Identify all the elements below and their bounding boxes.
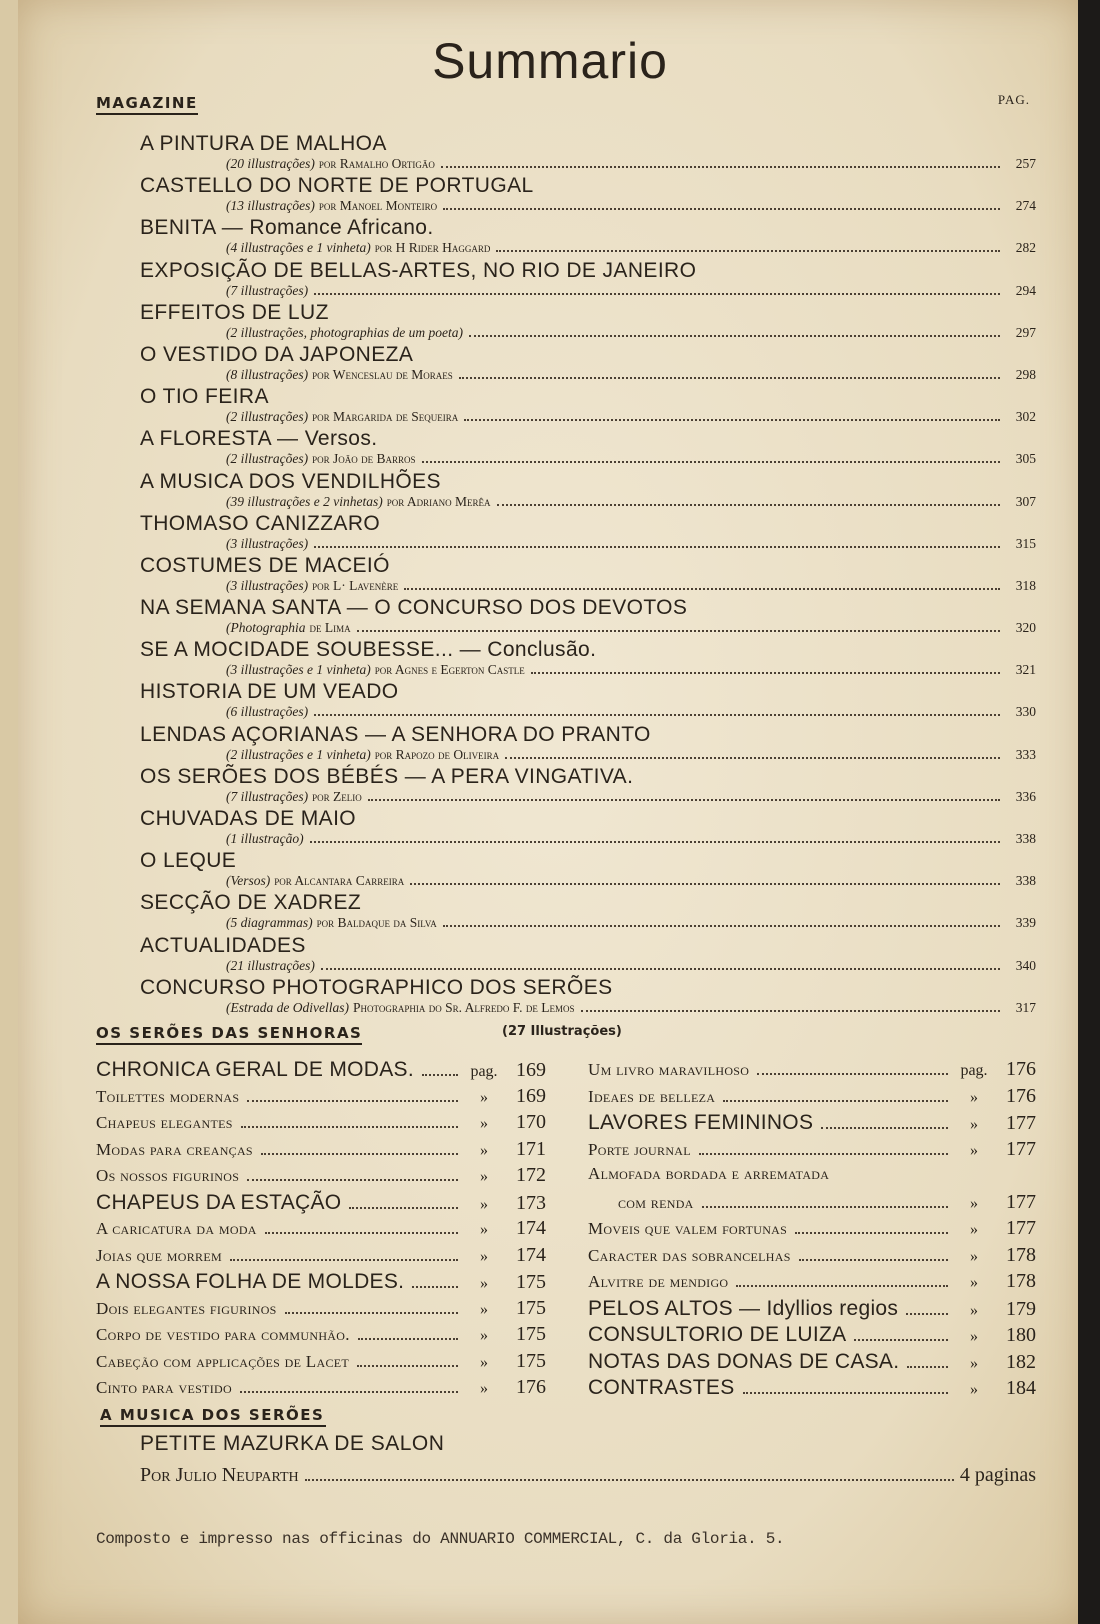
entry-title: LENDAS AÇORIANAS — A SENHORA DO PRANTO bbox=[140, 722, 651, 746]
senhoras-item bbox=[588, 1350, 1036, 1377]
entry-title: O LEQUE bbox=[140, 849, 237, 873]
musica-row bbox=[140, 1464, 1036, 1487]
dot-leader bbox=[357, 1365, 458, 1367]
magazine-heading: MAGAZINE bbox=[96, 94, 198, 115]
dot-leader bbox=[743, 1392, 948, 1394]
musica-heading: A MUSICA DOS SERÕES bbox=[100, 1406, 326, 1427]
entry-credit bbox=[140, 283, 1036, 299]
entry-author: por Agnes e Egerton Castle bbox=[374, 662, 525, 678]
item-page: 176 bbox=[1006, 1058, 1036, 1080]
senhoras-item bbox=[96, 1270, 546, 1297]
entry-credit bbox=[140, 831, 1036, 847]
entry-credit bbox=[140, 747, 1036, 763]
item-label: Almofada bordada e arrematada bbox=[588, 1164, 830, 1183]
entry-illustrations: (7 illustrações) bbox=[226, 282, 309, 298]
dot-leader bbox=[821, 1127, 948, 1129]
dot-leader bbox=[531, 672, 1000, 674]
entry-illustrations: (13 illustrações) bbox=[226, 198, 315, 214]
senhoras-item bbox=[588, 1270, 1036, 1297]
item-label: Joias que morrem bbox=[96, 1245, 222, 1265]
item-mark: » bbox=[480, 1353, 488, 1371]
item-page: 170 bbox=[516, 1111, 546, 1133]
pag-label: PAG. bbox=[997, 92, 1030, 107]
dot-leader bbox=[906, 1313, 948, 1315]
dot-leader bbox=[247, 1179, 458, 1181]
entry-credit bbox=[140, 789, 1036, 805]
page-title: Summario bbox=[432, 33, 668, 89]
entry-illustrations: (5 diagrammas) bbox=[226, 915, 313, 931]
item-page: 174 bbox=[516, 1217, 546, 1239]
entry-credit bbox=[140, 578, 1036, 594]
entry-credit bbox=[140, 325, 1036, 341]
dot-leader bbox=[497, 504, 1001, 506]
entry-credit bbox=[140, 536, 1036, 552]
entry-credit bbox=[140, 451, 1036, 467]
entry-page: 338 bbox=[1015, 831, 1036, 846]
senhoras-note: (27 Illustrações) bbox=[502, 1024, 622, 1039]
dot-leader bbox=[410, 883, 1000, 885]
item-mark: » bbox=[480, 1275, 488, 1292]
item-mark: » bbox=[970, 1381, 978, 1398]
item-label: CONTRASTES bbox=[588, 1376, 735, 1399]
item-label: Caracter das sobrancelhas bbox=[588, 1245, 791, 1265]
dot-leader bbox=[723, 1100, 948, 1102]
senhoras-right-column bbox=[588, 1058, 1036, 1403]
dot-leader bbox=[581, 1010, 1000, 1012]
entry-illustrations: (21 illustrações) bbox=[226, 957, 315, 973]
entry-illustrations: (6 illustrações) bbox=[226, 704, 309, 720]
senhoras-item bbox=[588, 1323, 1036, 1350]
item-label: Cabeção com applicações de Lacet bbox=[96, 1351, 350, 1371]
entry-author: por Baldaque da Silva bbox=[316, 915, 437, 931]
item-page: 175 bbox=[516, 1349, 546, 1372]
entry-title: BENITA — Romance Africano. bbox=[140, 216, 434, 240]
item-page: 177 bbox=[1006, 1112, 1036, 1134]
entry-author: por Manoel Monteiro bbox=[318, 198, 438, 214]
musica-title: PETITE MAZURKA DE SALON bbox=[140, 1432, 445, 1455]
item-mark: » bbox=[480, 1221, 488, 1238]
item-page: 175 bbox=[516, 1323, 546, 1345]
entry-page: 336 bbox=[1015, 788, 1036, 804]
entry-author: por H Rider Haggard bbox=[374, 240, 491, 256]
item-mark: » bbox=[970, 1274, 978, 1291]
entry-page: 305 bbox=[1015, 451, 1036, 467]
senhoras-item bbox=[588, 1376, 1036, 1403]
entry-title: HISTORIA DE UM VEADO bbox=[140, 680, 399, 704]
entry-title: A FLORESTA — Versos. bbox=[140, 427, 378, 451]
item-page: 179 bbox=[1006, 1297, 1036, 1320]
item-page: 177 bbox=[1006, 1217, 1036, 1239]
item-page: 178 bbox=[1006, 1270, 1036, 1292]
entry-page: 320 bbox=[1015, 620, 1036, 636]
toc-entry bbox=[140, 680, 1036, 722]
entry-illustrations: (7 illustrações) bbox=[226, 788, 309, 804]
entry-page: 274 bbox=[1015, 198, 1036, 214]
entry-illustrations: (3 illustrações) bbox=[226, 535, 309, 551]
entry-illustrations: (1 illustração) bbox=[226, 831, 304, 846]
item-mark: » bbox=[970, 1221, 978, 1238]
entry-credit bbox=[140, 494, 1036, 510]
item-page: 182 bbox=[1006, 1350, 1036, 1373]
item-label: Um livro maravilhoso bbox=[588, 1060, 750, 1079]
entry-title: NA SEMANA SANTA — O CONCURSO DOS DEVOTOS bbox=[140, 596, 688, 620]
entry-author: por Zelio bbox=[312, 788, 362, 804]
toc-entry bbox=[140, 343, 1036, 385]
entry-title: O VESTIDO DA JAPONEZA bbox=[140, 342, 414, 366]
entry-author: por Rapozo de Oliveira bbox=[374, 746, 500, 762]
item-mark: » bbox=[480, 1168, 488, 1185]
dot-leader bbox=[368, 799, 1000, 801]
entry-page: 321 bbox=[1015, 662, 1036, 678]
dot-leader bbox=[314, 546, 1000, 548]
toc-entry bbox=[140, 723, 1036, 765]
entry-author: por Alcantara Carreira bbox=[274, 873, 405, 889]
item-page: 172 bbox=[516, 1164, 546, 1186]
dot-leader bbox=[358, 1338, 458, 1340]
entry-page: 297 bbox=[1015, 324, 1036, 340]
entry-illustrations: (20 illustrações) bbox=[226, 156, 315, 171]
dot-leader bbox=[699, 1153, 948, 1155]
entry-author: de Lima bbox=[309, 620, 351, 636]
item-mark: » bbox=[970, 1301, 978, 1319]
entry-credit bbox=[140, 409, 1036, 425]
entry-title: COSTUMES DE MACEIÓ bbox=[140, 553, 390, 577]
item-label: CONSULTORIO DE LUIZA bbox=[588, 1323, 847, 1346]
dot-leader bbox=[443, 925, 1000, 927]
senhoras-item bbox=[96, 1191, 546, 1218]
senhoras-item bbox=[96, 1085, 546, 1112]
senhoras-item bbox=[588, 1297, 1036, 1324]
senhoras-item bbox=[96, 1376, 546, 1403]
senhoras-item bbox=[96, 1138, 546, 1165]
item-page: 169 bbox=[516, 1084, 546, 1107]
entry-credit bbox=[140, 240, 1036, 256]
entry-author: por Wenceslau de Moraes bbox=[312, 366, 453, 382]
dot-leader bbox=[305, 1479, 954, 1481]
item-label: Toilettes modernas bbox=[96, 1086, 240, 1106]
toc-entry bbox=[140, 216, 1036, 258]
item-mark: » bbox=[480, 1088, 488, 1106]
item-page: 184 bbox=[1006, 1377, 1036, 1399]
item-page: 174 bbox=[516, 1243, 546, 1266]
senhoras-left-column bbox=[96, 1058, 546, 1403]
entry-page: 294 bbox=[1015, 282, 1036, 298]
dot-leader bbox=[736, 1285, 948, 1287]
dot-leader bbox=[496, 250, 1000, 252]
item-mark: pag. bbox=[470, 1063, 498, 1080]
dot-leader bbox=[321, 968, 1000, 970]
dot-leader bbox=[404, 588, 1000, 590]
musica-author: Por Julio Neuparth bbox=[140, 1464, 299, 1486]
item-label: Porte journal bbox=[588, 1139, 691, 1159]
entry-illustrations: (2 illustrações e 1 vinheta) bbox=[226, 746, 371, 762]
entry-page: 318 bbox=[1015, 577, 1036, 593]
entry-illustrations: (Estrada de Odivellas) bbox=[226, 999, 349, 1015]
entry-page: 298 bbox=[1015, 366, 1036, 382]
entry-page: 302 bbox=[1015, 409, 1036, 425]
entry-page: 338 bbox=[1015, 873, 1036, 889]
dot-leader bbox=[505, 757, 1000, 759]
senhoras-item bbox=[96, 1297, 546, 1324]
toc-entry bbox=[140, 891, 1036, 933]
senhoras-item bbox=[96, 1217, 546, 1244]
toc-entry bbox=[140, 638, 1036, 680]
entry-title: ACTUALIDADES bbox=[140, 933, 306, 957]
item-label: Ideaes de belleza bbox=[588, 1086, 716, 1106]
dot-leader bbox=[412, 1286, 458, 1288]
item-mark: » bbox=[970, 1116, 978, 1133]
toc-entry bbox=[140, 596, 1036, 638]
dot-leader bbox=[702, 1206, 948, 1208]
dot-leader bbox=[314, 714, 1000, 716]
item-label: CHRONICA GERAL DE MODAS. bbox=[96, 1058, 414, 1081]
dot-leader bbox=[230, 1259, 458, 1261]
item-mark: » bbox=[480, 1195, 488, 1213]
item-mark: » bbox=[480, 1141, 488, 1159]
senhoras-item bbox=[588, 1191, 1036, 1218]
entry-page: 257 bbox=[1015, 156, 1036, 171]
toc-entry bbox=[140, 512, 1036, 554]
item-page: 176 bbox=[516, 1376, 546, 1398]
toc-entry bbox=[140, 470, 1036, 512]
item-label: Corpo de vestido para communhão. bbox=[96, 1325, 350, 1344]
item-label: Cinto para vestido bbox=[96, 1378, 232, 1397]
entry-credit bbox=[140, 620, 1036, 636]
senhoras-item bbox=[96, 1350, 546, 1377]
dot-leader bbox=[422, 1074, 458, 1076]
entry-title: CHUVADAS DE MAIO bbox=[140, 807, 357, 830]
musica-pages: 4 paginas bbox=[959, 1464, 1036, 1486]
senhoras-item bbox=[96, 1323, 546, 1350]
item-mark: pag. bbox=[960, 1062, 988, 1079]
dot-leader bbox=[314, 293, 1000, 295]
senhoras-item bbox=[588, 1111, 1036, 1138]
senhoras-item bbox=[588, 1244, 1036, 1271]
item-mark: » bbox=[970, 1194, 978, 1212]
entry-page: 339 bbox=[1015, 915, 1036, 931]
item-mark: » bbox=[970, 1141, 978, 1159]
entry-illustrations: (2 illustrações) bbox=[226, 409, 309, 425]
item-page: 175 bbox=[516, 1296, 546, 1319]
entry-author: por Margarida de Sequeira bbox=[312, 409, 459, 425]
dot-leader bbox=[357, 630, 1000, 632]
item-mark: » bbox=[970, 1328, 978, 1345]
item-label: PELOS ALTOS — Idyllios regios bbox=[588, 1296, 899, 1320]
entry-title: CONCURSO PHOTOGRAPHICO DOS SERÕES bbox=[140, 975, 613, 999]
entry-page: 317 bbox=[1015, 999, 1036, 1015]
dot-leader bbox=[854, 1339, 948, 1341]
item-label: Alvitre de mendigo bbox=[588, 1272, 729, 1291]
dot-leader bbox=[285, 1312, 458, 1314]
entry-credit bbox=[140, 156, 1036, 172]
item-mark: » bbox=[480, 1300, 488, 1318]
item-mark: » bbox=[970, 1354, 978, 1372]
entry-page: 307 bbox=[1015, 493, 1036, 509]
dot-leader bbox=[349, 1207, 458, 1209]
dot-leader bbox=[241, 1126, 458, 1128]
toc-entry bbox=[140, 934, 1036, 976]
item-mark: » bbox=[970, 1247, 978, 1265]
toc-entry bbox=[140, 427, 1036, 469]
senhoras-heading: OS SERÕES DAS SENHORAS bbox=[96, 1024, 362, 1045]
dot-leader bbox=[310, 841, 1000, 843]
senhoras-item bbox=[588, 1164, 1036, 1191]
item-page: 173 bbox=[516, 1191, 546, 1214]
item-label: A NOSSA FOLHA DE MOLDES. bbox=[96, 1270, 405, 1293]
entry-page: 330 bbox=[1015, 704, 1036, 720]
entry-page: 282 bbox=[1015, 240, 1036, 256]
dot-leader bbox=[459, 377, 1000, 379]
dot-leader bbox=[795, 1232, 948, 1234]
entry-title: SECÇÃO DE XADREZ bbox=[140, 891, 362, 915]
entry-illustrations: (4 illustrações e 1 vinheta) bbox=[226, 240, 371, 256]
entry-illustrations: (3 illustrações e 1 vinheta) bbox=[226, 662, 371, 678]
entry-credit bbox=[140, 367, 1036, 383]
entry-illustrations: (Versos) bbox=[226, 873, 271, 889]
item-label: LAVORES FEMININOS bbox=[588, 1111, 814, 1134]
senhoras-item bbox=[588, 1085, 1036, 1112]
senhoras-item bbox=[96, 1111, 546, 1138]
entry-author: por Adriano Merêa bbox=[386, 493, 491, 509]
entry-title: CASTELLO DO NORTE DE PORTUGAL bbox=[140, 174, 534, 198]
dot-leader bbox=[464, 419, 1000, 421]
toc-entry bbox=[140, 174, 1036, 216]
toc-entry bbox=[140, 976, 1036, 1018]
entry-title: EFFEITOS DE LUZ bbox=[140, 300, 329, 324]
item-page: 177 bbox=[1006, 1137, 1036, 1160]
toc-entry bbox=[140, 259, 1036, 301]
item-label: A caricatura da moda bbox=[96, 1219, 257, 1238]
entry-illustrations: (39 illustrações e 2 vinhetas) bbox=[226, 493, 383, 509]
magazine-entries bbox=[140, 132, 1036, 1018]
item-label: com renda bbox=[618, 1192, 694, 1212]
item-mark: » bbox=[480, 1327, 488, 1344]
dot-leader bbox=[799, 1259, 948, 1261]
entry-credit bbox=[140, 873, 1036, 889]
entry-illustrations: (8 illustrações) bbox=[226, 366, 309, 382]
entry-page: 333 bbox=[1015, 746, 1036, 762]
item-label: CHAPEUS DA ESTAÇÃO bbox=[96, 1190, 342, 1214]
entry-author: por Ramalho Ortigão bbox=[318, 156, 435, 171]
dot-leader bbox=[757, 1073, 948, 1075]
toc-entry bbox=[140, 132, 1036, 174]
entry-title: A MUSICA DOS VENDILHÕES bbox=[140, 469, 441, 493]
entry-illustrations: (3 illustrações) bbox=[226, 577, 309, 593]
entry-credit bbox=[140, 704, 1036, 720]
toc-entry bbox=[140, 849, 1036, 891]
dot-leader bbox=[441, 166, 1000, 168]
entry-title: SE A MOCIDADE SOUBESSE... — Conclusão. bbox=[140, 638, 597, 662]
toc-entry bbox=[140, 807, 1036, 849]
dot-leader bbox=[247, 1100, 458, 1102]
entry-page: 340 bbox=[1015, 957, 1036, 973]
toc-entry bbox=[140, 301, 1036, 343]
senhoras-item bbox=[588, 1138, 1036, 1165]
entry-illustrations: (Photographia bbox=[226, 620, 306, 636]
item-mark: » bbox=[480, 1380, 488, 1397]
item-label: Chapeus elegantes bbox=[96, 1113, 233, 1132]
item-page: 178 bbox=[1006, 1243, 1036, 1266]
item-label: Modas para creanças bbox=[96, 1139, 253, 1159]
item-mark: » bbox=[480, 1247, 488, 1265]
entry-illustrations: (2 illustrações) bbox=[226, 451, 309, 467]
item-label: Dois elegantes figurinos bbox=[96, 1298, 277, 1318]
dot-leader bbox=[907, 1366, 948, 1368]
item-page: 169 bbox=[516, 1059, 546, 1081]
senhoras-item bbox=[96, 1164, 546, 1191]
dot-leader bbox=[443, 208, 1000, 210]
entry-credit bbox=[140, 958, 1036, 974]
entry-credit bbox=[140, 1000, 1036, 1016]
item-page: 176 bbox=[1006, 1084, 1036, 1107]
entry-title: OS SERÕES DOS BÉBÉS — A PERA VINGATIVA. bbox=[140, 764, 634, 788]
entry-title: THOMASO CANIZZARO bbox=[140, 511, 381, 535]
dot-leader bbox=[265, 1232, 458, 1234]
item-page: 171 bbox=[516, 1137, 546, 1160]
senhoras-item bbox=[96, 1244, 546, 1271]
item-label: Os nossos figurinos bbox=[96, 1166, 240, 1185]
entry-title: A PINTURA DE MALHOA bbox=[140, 132, 387, 155]
entry-illustrations: (2 illustrações, photographias de um poeta) bbox=[226, 324, 463, 340]
dot-leader bbox=[261, 1153, 458, 1155]
dot-leader bbox=[240, 1391, 458, 1393]
toc-entry bbox=[140, 765, 1036, 807]
dot-leader bbox=[422, 461, 1000, 463]
page-edge bbox=[1078, 0, 1100, 1624]
entry-author: Photographia do Sr. Alfredo F. de Lemos bbox=[352, 999, 575, 1015]
item-label: Moveis que valem fortunas bbox=[588, 1219, 788, 1238]
entry-title: O TIO FEIRA bbox=[140, 385, 269, 409]
item-mark: » bbox=[970, 1088, 978, 1106]
entry-credit bbox=[140, 915, 1036, 931]
item-page: 180 bbox=[1006, 1324, 1036, 1346]
entry-credit bbox=[140, 662, 1036, 678]
senhoras-item bbox=[588, 1217, 1036, 1244]
item-page: 175 bbox=[516, 1271, 546, 1293]
item-mark: » bbox=[480, 1115, 488, 1132]
toc-entry bbox=[140, 385, 1036, 427]
entry-author: por L· Lavenère bbox=[312, 577, 399, 593]
item-label: NOTAS DAS DONAS DE CASA. bbox=[588, 1349, 900, 1373]
toc-entry bbox=[140, 554, 1036, 596]
senhoras-item bbox=[96, 1058, 546, 1085]
dot-leader bbox=[469, 335, 1000, 337]
entry-author: por João de Barros bbox=[312, 451, 416, 467]
printer-footer: Composto e impresso nas officinas do ANNUARIO COMMERCIAL, C. da Gloria. 5. bbox=[96, 1530, 785, 1548]
entry-credit bbox=[140, 198, 1036, 214]
senhoras-item bbox=[588, 1058, 1036, 1085]
entry-title: EXPOSIÇÃO DE BELLAS-ARTES, NO RIO DE JANEIRO bbox=[140, 258, 697, 282]
entry-page: 315 bbox=[1015, 535, 1036, 551]
item-page: 177 bbox=[1006, 1190, 1036, 1213]
